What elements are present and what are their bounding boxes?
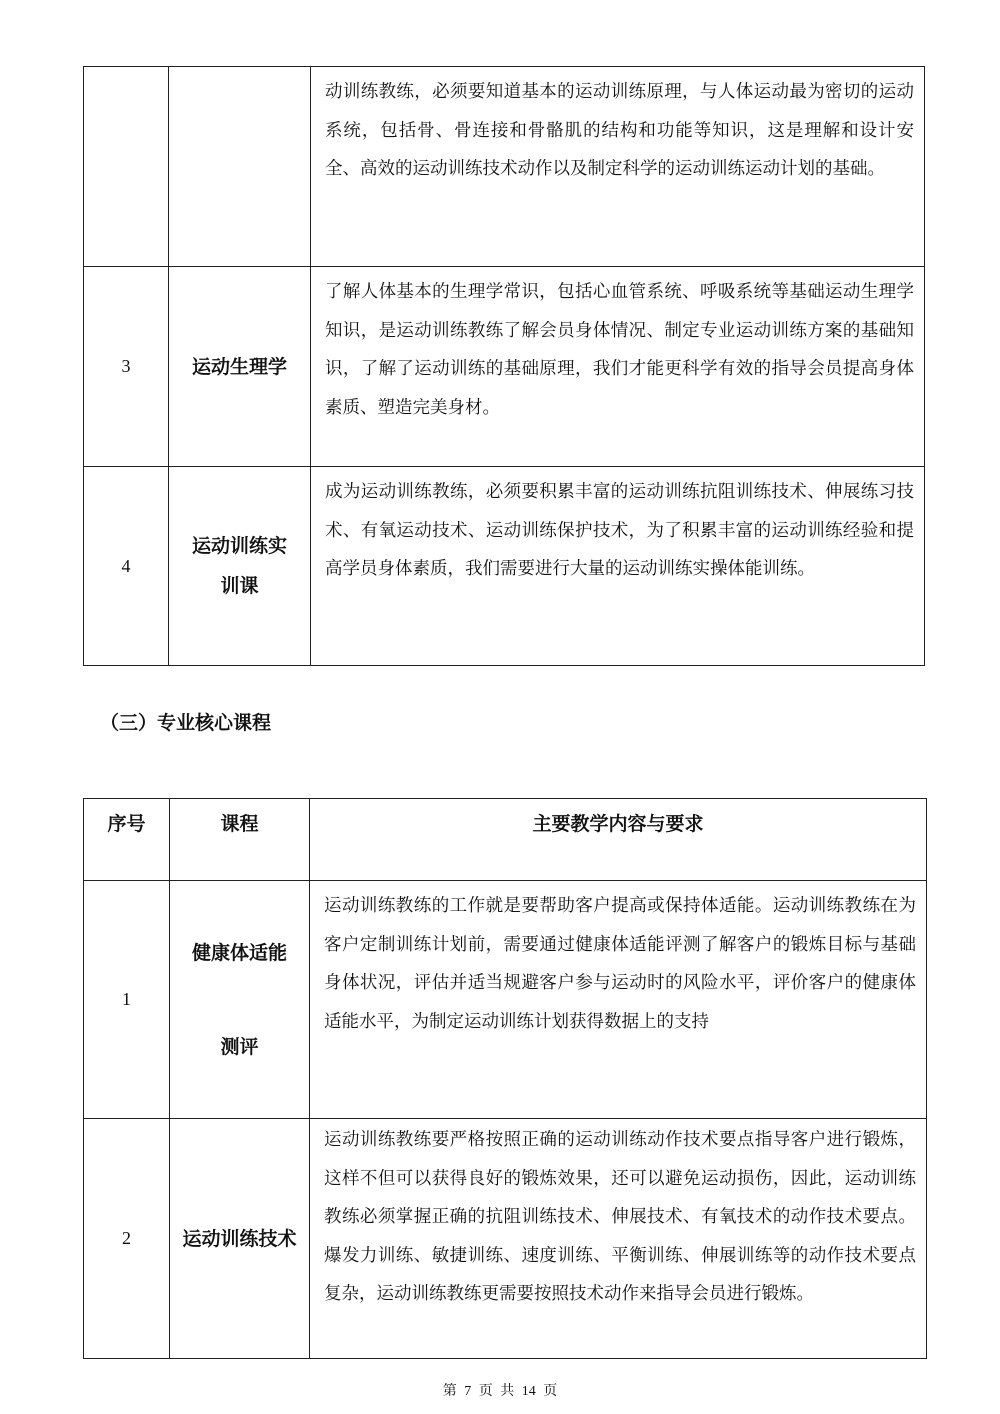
- section-title: （三）专业核心课程: [100, 712, 272, 734]
- header-course: 课程: [170, 799, 310, 881]
- table-row: [84, 67, 925, 267]
- course-name: 运动生理学: [169, 267, 311, 467]
- row-number: [84, 67, 169, 267]
- header-number: 序号: [84, 799, 170, 881]
- table-header-row: [84, 799, 927, 881]
- table-row: [84, 1119, 927, 1359]
- row-number: 3: [84, 267, 169, 467]
- course-content: 了解人体基本的生理学常识，包括心血管系统、呼吸系统等基础运动生理学知识，是运动训练教练了解会员身体情况、制定专业运动训练方案的基础知识，了解了运动训练的基础原理，我们才能更科学有效的指导会员提高身体素质、塑造完美身材。: [311, 267, 925, 467]
- course-name-text: 运动训练实训课: [191, 535, 287, 597]
- row-number: 4: [84, 467, 169, 666]
- core-course-table: [83, 798, 927, 1359]
- table-row: [84, 467, 925, 666]
- header-content: 主要教学内容与要求: [310, 799, 927, 881]
- page-footer: 第 7 页 共 14 页: [442, 1384, 558, 1399]
- table-row: [84, 881, 927, 1119]
- course-name: [169, 67, 311, 267]
- course-name: [170, 881, 310, 1119]
- course-content: 成为运动训练教练，必须要积累丰富的运动训练抗阻训练技术、伸展练习技术、有氧运动技术、运动训练保护技术，为了积累丰富的运动训练经验和提高学员身体素质，我们需要进行大量的运动训练实操体能训练。: [311, 467, 925, 666]
- table-row: [84, 267, 925, 467]
- row-number: 1: [84, 881, 170, 1119]
- course-name-line1: 健康体适能: [191, 941, 287, 964]
- course-name: [169, 467, 311, 666]
- course-content: 动训练教练，必须要知道基本的运动训练原理，与人体运动最为密切的运动系统，包括骨、骨连接和骨骼肌的结构和功能等知识，这是理解和设计安全、高效的运动训练技术动作以及制定科学的运动训练运动计划的基础。: [311, 67, 925, 267]
- course-name-text: 运动训练技术: [182, 1227, 297, 1250]
- course-name: [170, 1119, 310, 1359]
- course-table-continued: [83, 66, 925, 666]
- row-number: 2: [84, 1119, 170, 1359]
- course-name-line2: 测评: [220, 1035, 259, 1058]
- course-content: 运动训练教练要严格按照正确的运动训练动作技术要点指导客户进行锻炼，这样不但可以获得良好的锻炼效果，还可以避免运动损伤，因此，运动训练教练必须掌握正确的抗阻训练技术、伸展技术、有氧技术的动作技术要点。爆发力训练、敏捷训练、速度训练、平衡训练、伸展训练等的动作技术要点复杂，运动训练教练更需要按照技术动作来指导会员进行锻炼。: [310, 1119, 927, 1359]
- course-content: 运动训练教练的工作就是要帮助客户提高或保持体适能。运动训练教练在为客户定制训练计划前，需要通过健康体适能评测了解客户的锻炼目标与基础身体状况，评估并适当规避客户参与运动时的风险水平，评价客户的健康体适能水平，为制定运动训练计划获得数据上的支持: [310, 881, 927, 1119]
